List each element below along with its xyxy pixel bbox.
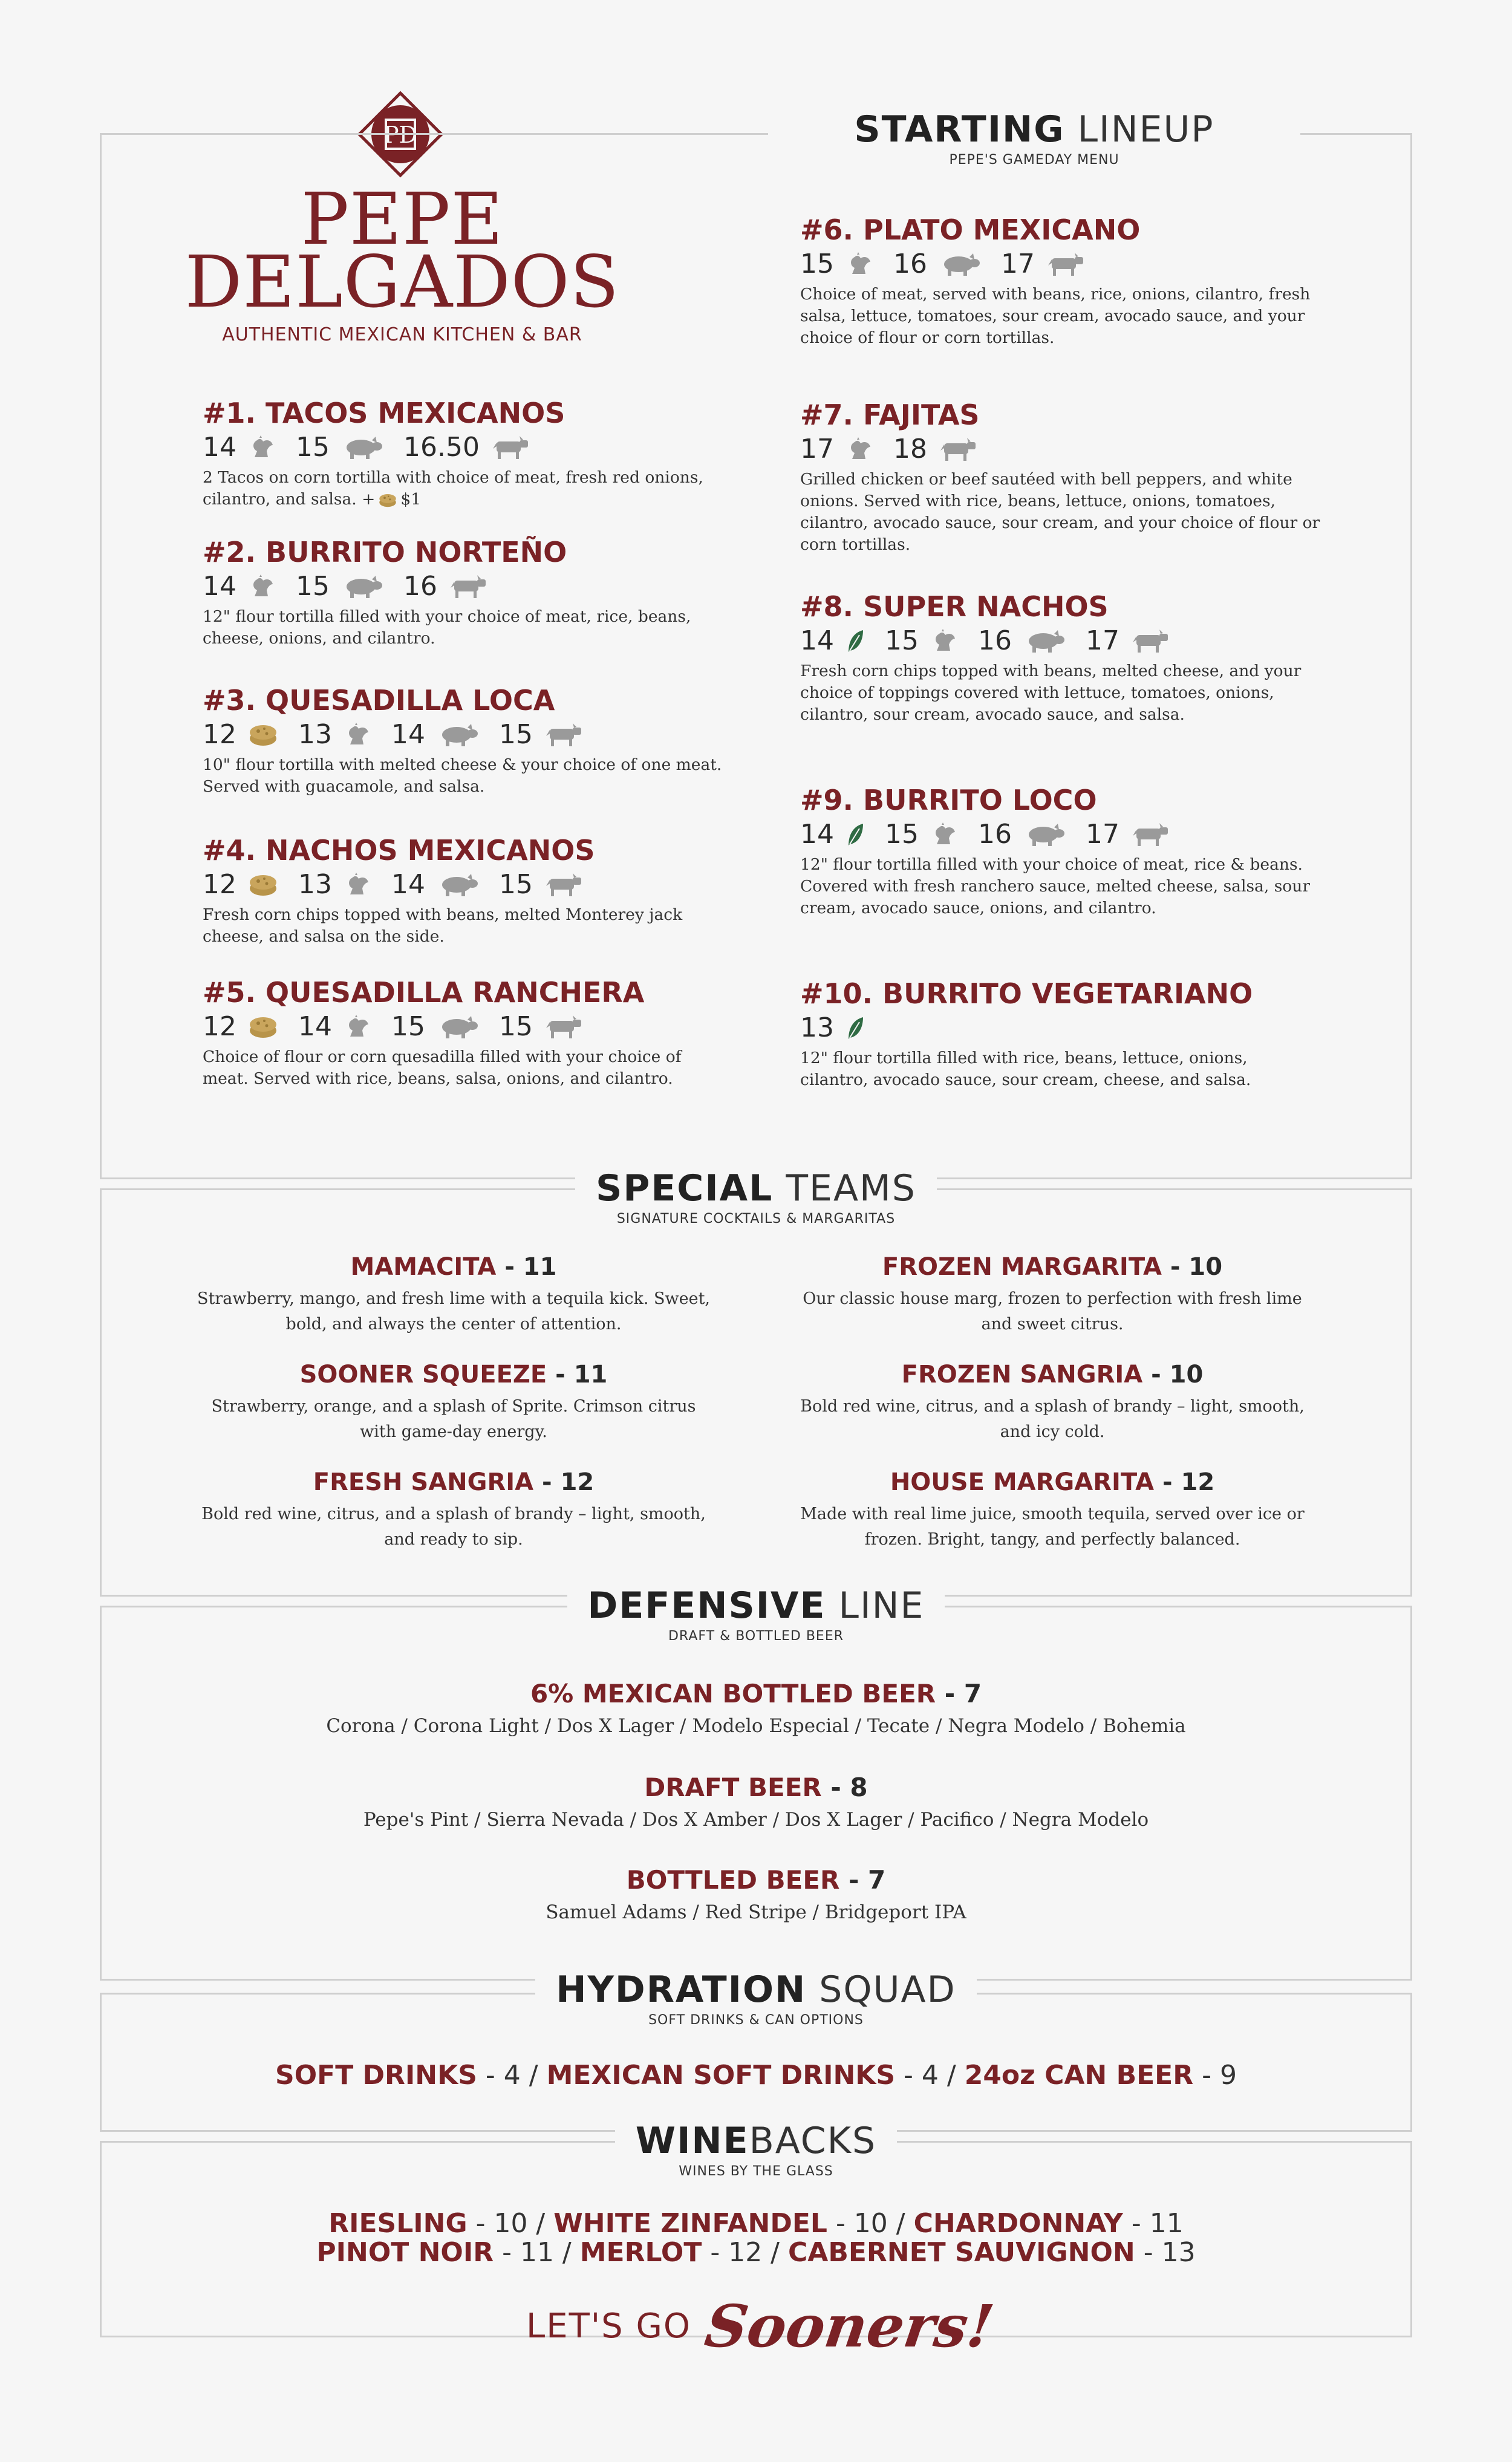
price-value: 15 — [296, 571, 330, 602]
wine-row-1 — [103, 2210, 1409, 2237]
cocktail-description: Strawberry, mango, and fresh lime with a tequila kick. Sweet, bold, and always the center of attention. — [197, 1289, 710, 1334]
chicken-icon — [840, 252, 873, 276]
price-option — [203, 871, 278, 898]
pork-icon — [336, 435, 383, 460]
cocktail-description: Our classic house marg, frozen to perfection with fresh lime and sweet citrus. — [803, 1289, 1302, 1334]
price-option — [800, 1012, 864, 1043]
price-option — [298, 721, 371, 748]
price-value: 13 — [298, 869, 332, 900]
price-value: 17 — [1086, 625, 1119, 656]
cheese-icon — [243, 1015, 278, 1039]
price-value: 15 — [391, 1011, 425, 1042]
line-item-name: RIESLING — [328, 2208, 468, 2239]
starting-subtitle: PEPE'S GAMEDAY MENU — [949, 152, 1119, 168]
pork-icon — [933, 252, 980, 276]
leaf-icon — [840, 1016, 864, 1040]
beer-group-name: BOTTLED BEER — [626, 1865, 840, 1895]
special-title-light: TEAMS — [773, 1167, 916, 1210]
beer-group-price: - 7 — [936, 1679, 982, 1708]
price-value: 15 — [499, 1011, 533, 1042]
separator: / — [887, 2208, 914, 2239]
price-option — [893, 251, 980, 278]
menu-item-description — [203, 467, 723, 510]
price-option — [885, 625, 957, 656]
price-value: 14 — [800, 819, 834, 850]
separator: / — [520, 2060, 547, 2091]
cocktail-heading — [792, 1470, 1312, 1494]
cocktail-heading — [792, 1363, 1312, 1387]
menu-item-description — [203, 754, 723, 798]
price-value: 14 — [203, 432, 236, 463]
pork-icon — [336, 575, 383, 599]
price-value: 16 — [403, 571, 437, 602]
price-option — [800, 436, 873, 463]
brand-name-line1: PEPE — [301, 177, 504, 261]
menu-item-description-text: 2 Tacos on corn tortilla with choice of meat, fresh red onions, cilantro, and salsa. + — [203, 468, 703, 509]
price-value: 15 — [885, 625, 919, 656]
menu-item-description-text: Choice of flour or corn quesadilla filled with your choice of meat. Served with rice, beans, salsa, onions, and cilantro. — [203, 1047, 682, 1088]
leaf-icon — [840, 629, 864, 653]
cocktail-item — [194, 1255, 714, 1337]
cocktail-name: HOUSE MARGARITA — [890, 1468, 1155, 1496]
beef-icon — [933, 437, 978, 461]
cheese-icon — [243, 723, 278, 747]
line-item-price: - 9 — [1193, 2060, 1237, 2091]
menu-item-description — [203, 1046, 723, 1090]
footer-lead: LET'S GO — [526, 2307, 692, 2346]
price-option — [203, 721, 278, 748]
price-value: 12 — [203, 869, 236, 900]
price-value: 12 — [203, 719, 236, 750]
cocktail-name: FROZEN SANGRIA — [901, 1361, 1143, 1389]
beef-icon — [539, 1015, 584, 1039]
pork-icon — [431, 723, 478, 747]
special-title-bold: SPECIAL — [596, 1167, 774, 1210]
pork-icon — [1018, 822, 1065, 847]
price-value: 16.50 — [403, 432, 480, 463]
cocktail-heading — [792, 1255, 1312, 1279]
cocktail-item — [194, 1363, 714, 1445]
pork-icon — [431, 1015, 478, 1039]
defensive-subtitle: DRAFT & BOTTLED BEER — [668, 1629, 844, 1644]
price-value: 13 — [298, 719, 332, 750]
price-option — [391, 871, 478, 898]
chicken-icon — [338, 873, 371, 897]
menu-item-title: #5. QUESADILLA RANCHERA — [203, 976, 645, 1009]
special-teams-header — [0, 1167, 1512, 1226]
beer-group-heading — [103, 1865, 1409, 1895]
line-item-price: - 11 — [1123, 2208, 1184, 2239]
line-item-price: - 13 — [1135, 2237, 1196, 2268]
cocktail-description: Bold red wine, citrus, and a splash of brandy – light, smooth, and icy cold. — [800, 1397, 1305, 1441]
chicken-icon — [925, 629, 957, 653]
beer-group-price: - 7 — [839, 1865, 886, 1895]
price-option — [391, 721, 478, 748]
hydration-subtitle: SOFT DRINKS & CAN OPTIONS — [648, 2013, 864, 2028]
menu-item-prices — [203, 721, 723, 748]
extra-price: $1 — [400, 490, 422, 509]
menu-item-title: #8. SUPER NACHOS — [800, 590, 1109, 623]
price-option — [800, 821, 864, 848]
cocktail-heading — [194, 1255, 714, 1279]
beer-group — [103, 1865, 1409, 1923]
menu-item-description-text: 12" flour tortilla filled with your choice of meat, rice, beans, cheese, onions, and cilantro. — [203, 607, 691, 648]
price-option — [203, 573, 275, 600]
menu-item-description — [800, 854, 1320, 919]
cheese-icon — [379, 492, 397, 508]
hydration-squad-header — [0, 1969, 1512, 2028]
wine-row-2 — [103, 2239, 1409, 2266]
menu-item-prices — [800, 1012, 1320, 1043]
beef-icon — [443, 575, 488, 599]
cocktail-price: - 11 — [547, 1361, 608, 1389]
menu-item-description-text: 12" flour tortilla filled with your choice of meat, rice & beans. Covered with fresh ranchero sauce, melted cheese, salsa, sour cream, avocado sauce, onions, and cilantro. — [800, 855, 1310, 917]
cocktail-name: MAMACITA — [350, 1253, 497, 1281]
menu-item — [203, 538, 723, 650]
menu-item-description — [800, 660, 1320, 726]
menu-item-description-text: 12" flour tortilla filled with rice, beans, lettuce, onions, cilantro, avocado sauce, sour cream, cheese, and salsa. — [800, 1049, 1251, 1089]
pork-icon — [1018, 629, 1065, 653]
price-value: 13 — [800, 1012, 834, 1043]
price-value: 12 — [203, 1011, 236, 1042]
price-value: 17 — [1001, 249, 1035, 279]
defensive-title-light: LINE — [826, 1584, 925, 1627]
menu-item-title: #6. PLATO MEXICANO — [800, 213, 1141, 246]
line-item-name: CHARDONNAY — [913, 2208, 1123, 2239]
line-item-price: - 11 — [494, 2237, 554, 2268]
price-value: 16 — [978, 625, 1012, 656]
price-option — [499, 721, 584, 748]
chicken-icon — [338, 723, 371, 747]
wine-subtitle: WINES BY THE GLASS — [679, 2164, 833, 2179]
price-value: 17 — [1086, 819, 1119, 850]
separator: / — [938, 2060, 965, 2091]
price-value: 14 — [800, 625, 834, 656]
beer-group-heading — [103, 1681, 1409, 1707]
menu-item-prices — [203, 434, 723, 461]
special-subtitle: SIGNATURE COCKTAILS & MARGARITAS — [616, 1211, 896, 1226]
cocktail-item — [194, 1470, 714, 1552]
hydration-title-light: SQUAD — [806, 1969, 956, 2011]
price-option — [403, 573, 488, 600]
line-item-name: MEXICAN SOFT DRINKS — [546, 2060, 896, 2091]
menu-item-description-text: Fresh corn chips topped with beans, melted Monterey jack cheese, and salsa on the side. — [203, 905, 683, 946]
beef-icon — [486, 435, 530, 460]
line-item-name: 24oz CAN BEER — [964, 2060, 1194, 2091]
menu-item-description — [800, 1047, 1320, 1091]
menu-item-title: #9. BURRITO LOCO — [800, 784, 1097, 816]
price-option — [499, 871, 584, 898]
beer-list: Pepe's Pint / Sierra Nevada / Dos X Amber / Dos X Lager / Pacifico / Negra Modelo — [363, 1809, 1149, 1831]
menu-item-description — [800, 469, 1320, 556]
menu-item-prices — [800, 436, 1320, 463]
svg-text:PD: PD — [383, 122, 418, 148]
price-option — [296, 434, 383, 461]
brand-name-line2: DELGADOS — [184, 240, 620, 324]
price-value: 14 — [391, 869, 425, 900]
menu-item-prices — [800, 251, 1320, 278]
menu-item-prices — [800, 625, 1320, 656]
menu-item-description-text: 10" flour tortilla with melted cheese & your choice of one meat. Served with guacamole, and salsa. — [203, 755, 722, 796]
line-item-name: WHITE ZINFANDEL — [553, 2208, 827, 2239]
beef-icon — [1126, 629, 1170, 653]
menu-item-description-text: Choice of meat, served with beans, rice, onions, cilantro, fresh salsa, lettuce, tomatoes, sour cream, avocado sauce, and your choice of flour or corn tortillas. — [800, 285, 1311, 347]
price-option — [391, 1011, 478, 1042]
cocktail-description: Bold red wine, citrus, and a splash of brandy – light, smooth, and ready to sip. — [201, 1505, 706, 1549]
cocktail-name: FRESH SANGRIA — [313, 1468, 534, 1496]
price-option — [1086, 625, 1170, 656]
menu-item — [203, 686, 723, 798]
defensive-line-header — [0, 1584, 1512, 1644]
price-value: 16 — [893, 249, 927, 279]
price-value: 18 — [893, 434, 927, 464]
chicken-icon — [243, 575, 275, 599]
price-value: 14 — [298, 1011, 332, 1042]
price-option — [1086, 821, 1170, 848]
separator: / — [527, 2208, 554, 2239]
menu-item-description-text: Grilled chicken or beef sautéed with bell peppers, and white onions. Served with rice, beans, lettuce, onions, tomatoes, cilantro, avocado sauce, sour cream, and your choice of flour or corn tortillas. — [800, 470, 1320, 554]
beer-list: Corona / Corona Light / Dos X Lager / Modelo Especial / Tecate / Negra Modelo / Bohemia — [326, 1715, 1186, 1737]
separator: / — [762, 2237, 788, 2268]
footer-slogan — [526, 2292, 998, 2360]
line-item-name: PINOT NOIR — [316, 2237, 494, 2268]
price-value: 15 — [296, 432, 330, 463]
price-value: 15 — [499, 869, 533, 900]
price-value: 16 — [978, 819, 1012, 850]
line-item-name: SOFT DRINKS — [275, 2060, 477, 2091]
price-value: 14 — [391, 719, 425, 750]
beer-group-price: - 8 — [821, 1773, 868, 1802]
price-value: 15 — [499, 719, 533, 750]
line-item-price: - 4 — [895, 2060, 939, 2091]
beer-group-name: 6% MEXICAN BOTTLED BEER — [530, 1679, 936, 1708]
cocktail-heading — [194, 1363, 714, 1387]
line-item-price: - 4 — [477, 2060, 521, 2091]
cocktail-heading — [194, 1470, 714, 1494]
price-option — [978, 625, 1065, 656]
price-option — [1001, 251, 1086, 278]
cocktail-item — [792, 1363, 1312, 1445]
cheese-icon — [243, 873, 278, 897]
leaf-icon — [840, 822, 864, 847]
winebacks-header — [0, 2120, 1512, 2179]
chicken-icon — [243, 435, 275, 460]
price-option — [296, 573, 383, 600]
menu-item-prices — [203, 871, 723, 898]
menu-item-title: #10. BURRITO VEGETARIANO — [800, 977, 1253, 1010]
cocktail-item — [792, 1470, 1312, 1552]
menu-item — [800, 977, 1320, 1091]
price-option — [800, 251, 873, 278]
brand-tagline: AUTHENTIC MEXICAN KITCHEN & BAR — [222, 324, 582, 345]
defensive-title-bold: DEFENSIVE — [587, 1584, 826, 1627]
price-value: 14 — [203, 571, 236, 602]
starting-title-light: LINEUP — [1064, 108, 1214, 151]
menu-item-title: #1. TACOS MEXICANOS — [203, 397, 565, 429]
beer-group-heading — [103, 1775, 1409, 1800]
hydration-line — [103, 2062, 1409, 2089]
beer-group — [103, 1681, 1409, 1737]
beef-icon — [539, 873, 584, 897]
menu-item-title: #2. BURRITO NORTEÑO — [203, 536, 567, 568]
menu-item-description — [800, 284, 1320, 349]
cocktail-name: SOONER SQUEEZE — [299, 1361, 547, 1389]
wine-title-bold: WINE — [635, 2120, 749, 2162]
menu-item — [203, 399, 723, 510]
line-item-price: - 12 — [702, 2237, 763, 2268]
line-item-price: - 10 — [467, 2208, 528, 2239]
beef-icon — [1126, 822, 1170, 847]
menu-item — [203, 836, 723, 948]
cocktail-description: Made with real lime juice, smooth tequila, served over ice or frozen. Bright, tangy, and perfectly balanced. — [800, 1505, 1305, 1549]
menu-item — [800, 590, 1320, 726]
cocktail-name: FROZEN MARGARITA — [882, 1253, 1162, 1281]
line-item-name: MERLOT — [579, 2237, 702, 2268]
menu-item-prices — [800, 821, 1320, 848]
price-option — [403, 434, 530, 461]
hydration-title-bold: HYDRATION — [556, 1969, 807, 2011]
beer-list: Samuel Adams / Red Stripe / Bridgeport IPA — [546, 1901, 966, 1923]
price-value: 17 — [800, 434, 834, 464]
beef-icon — [539, 723, 584, 747]
separator: / — [553, 2237, 580, 2268]
menu-item-description — [203, 904, 723, 948]
menu-item-title: #3. QUESADILLA LOCA — [203, 684, 555, 717]
price-option — [885, 821, 957, 848]
starting-lineup-header — [768, 109, 1300, 171]
price-option — [298, 1011, 371, 1042]
chicken-icon — [925, 822, 957, 847]
menu-item-prices — [203, 573, 723, 600]
menu-item-prices — [203, 1011, 723, 1042]
menu-item — [800, 401, 1320, 556]
chicken-icon — [840, 437, 873, 461]
price-option — [978, 821, 1065, 848]
pork-icon — [431, 873, 478, 897]
menu-item-title: #4. NACHOS MEXICANOS — [203, 834, 595, 867]
cocktail-price: - 12 — [533, 1468, 595, 1496]
menu-item — [800, 213, 1320, 349]
cocktail-description: Strawberry, orange, and a splash of Sprite. Crimson citrus with game-day energy. — [211, 1397, 696, 1441]
menu-item — [800, 786, 1320, 919]
line-item-name: CABERNET SAUVIGNON — [787, 2237, 1135, 2268]
price-option — [800, 625, 864, 656]
beef-icon — [1041, 252, 1086, 276]
price-value: 15 — [800, 249, 834, 279]
chicken-icon — [338, 1015, 371, 1039]
beer-group — [103, 1775, 1409, 1831]
cocktail-price: - 12 — [1154, 1468, 1215, 1496]
menu-item — [203, 976, 723, 1090]
menu-item-description — [203, 606, 723, 650]
price-option — [203, 1011, 278, 1042]
cocktail-price: - 10 — [1142, 1361, 1204, 1389]
menu-item-description-text: Fresh corn chips topped with beans, melted cheese, and your choice of toppings covered with lettuce, tomatoes, onions, cilantro, sour cream, avocado sauce, and salsa. — [800, 662, 1302, 724]
menu-item-title: #7. FAJITAS — [800, 399, 980, 431]
cocktail-item — [792, 1255, 1312, 1337]
price-value: 15 — [885, 819, 919, 850]
wine-title-light: BACKS — [749, 2120, 877, 2162]
price-option — [298, 871, 371, 898]
line-item-price: - 10 — [827, 2208, 888, 2239]
starting-title-bold: STARTING — [854, 108, 1065, 151]
footer-team: Sooners! — [701, 2292, 998, 2360]
beer-group-name: DRAFT BEER — [644, 1773, 822, 1802]
price-option — [893, 436, 978, 463]
cocktail-price: - 10 — [1161, 1253, 1223, 1281]
price-option — [499, 1011, 584, 1042]
cocktail-price: - 11 — [496, 1253, 557, 1281]
price-option — [203, 434, 275, 461]
